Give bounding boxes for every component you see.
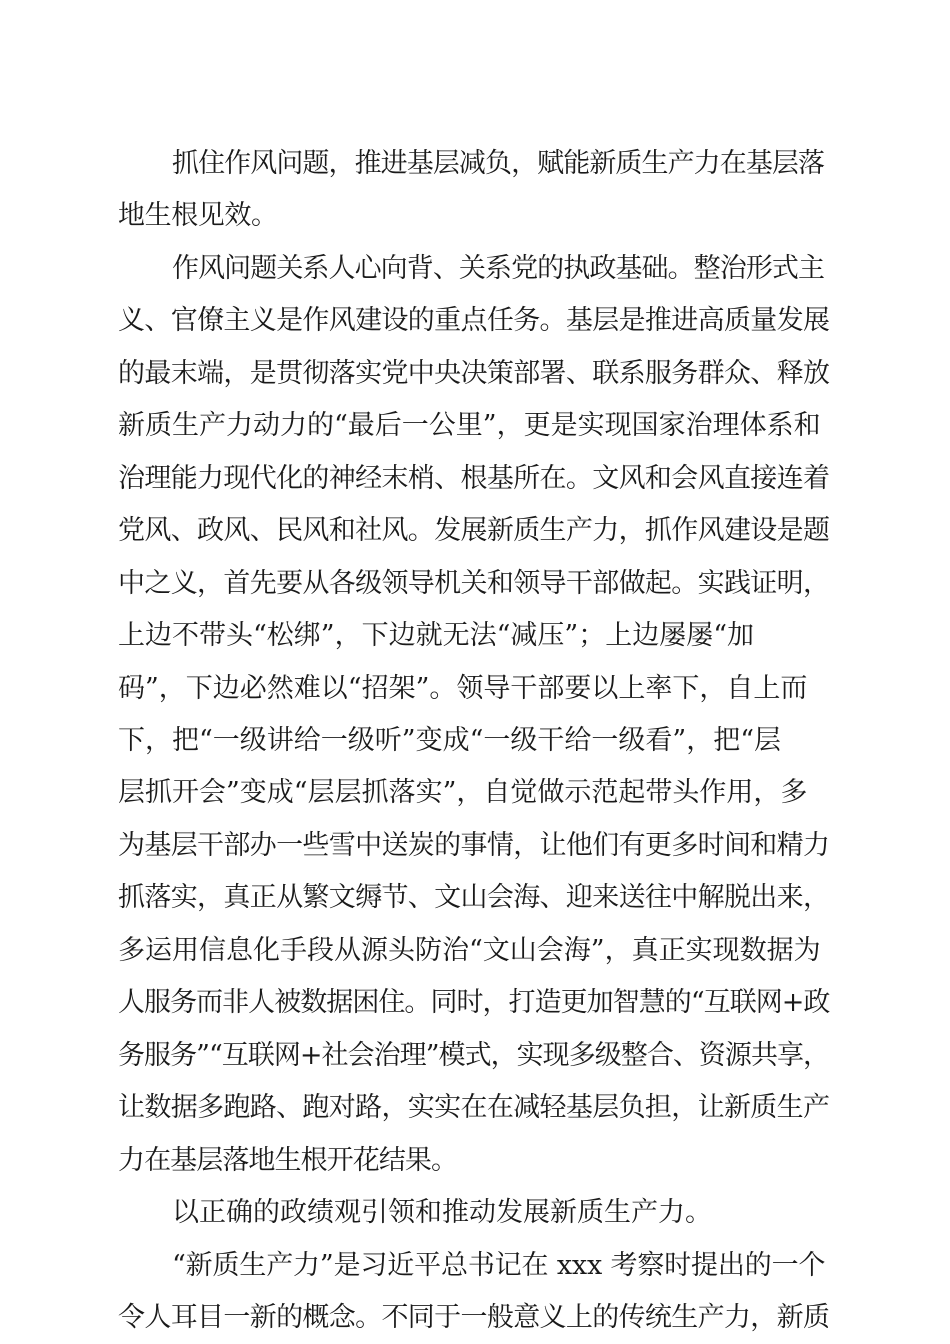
text-line-2: 地生根见效。 xyxy=(118,200,278,232)
text-line-21: 以正确的政绩观引领和推动发展新质生产力。 xyxy=(172,1197,712,1229)
text-line-23: 令人耳目一新的概念。不同于一般意义上的传统生产力，新质 xyxy=(118,1302,830,1333)
text-line-7: 治理能力现代化的神经末梢、根基所在。文风和会风直接连着 xyxy=(118,462,830,494)
text-line-20: 力在基层落地生根开花结果。 xyxy=(118,1144,458,1176)
text-line-8: 党风、政风、民风和社风。发展新质生产力，抓作风建设是题 xyxy=(118,515,830,547)
text-line-10: 上边不带头“松绑”，下边就无法“减压”；上边屡屡“加 xyxy=(118,620,755,652)
text-line-9: 中之义，首先要从各级领导机关和领导干部做起。实践证明， xyxy=(118,567,830,599)
text-line-16: 多运用信息化手段从源头防治“文山会海”，真正实现数据为 xyxy=(118,934,821,966)
text-line-15: 抓落实，真正从繁文缛节、文山会海、迎来送往中解脱出来， xyxy=(118,882,830,914)
text-line-1: 抓住作风问题，推进基层减负，赋能新质生产力在基层落 xyxy=(172,148,825,179)
text-line-13: 层抓开会”变成“层层抓落实”，自觉做示范起带头作用，多 xyxy=(118,777,808,809)
text-line-6: 新质生产力动力的“最后一公里”，更是实现国家治理体系和 xyxy=(118,410,821,442)
text-line-17: 人服务而非人被数据困住。同时，打造更加智慧的“互联网+政 xyxy=(118,987,830,1019)
text-line-5: 的最末端，是贯彻落实党中央决策部署、联系服务群众、释放 xyxy=(118,357,830,389)
text-line-3: 作风问题关系人心向背、关系党的执政基础。整治形式主 xyxy=(172,252,825,284)
text-line-18: 务服务”“互联网+社会治理”模式，实现多级整合、资源共享， xyxy=(118,1039,830,1071)
text-line-11: 码”，下边必然难以“招架”。领导干部要以上率下，自上而 xyxy=(118,672,808,704)
text-line-4: 义、官僚主义是作风建设的重点任务。基层是推进高质量发展 xyxy=(118,305,830,337)
text-line-19: 让数据多跑路、跑对路，实实在在减轻基层负担，让新质生产 xyxy=(118,1092,830,1124)
text-line-14: 为基层干部办一些雪中送炭的事情，让他们有更多时间和精力 xyxy=(118,829,830,861)
text-line-12: 下，把“一级讲给一级听”变成“一级干给一级看”，把“层 xyxy=(118,725,782,756)
text-line-22: “新质生产力”是习近平总书记在 xxx 考察时提出的一个 xyxy=(172,1249,826,1281)
